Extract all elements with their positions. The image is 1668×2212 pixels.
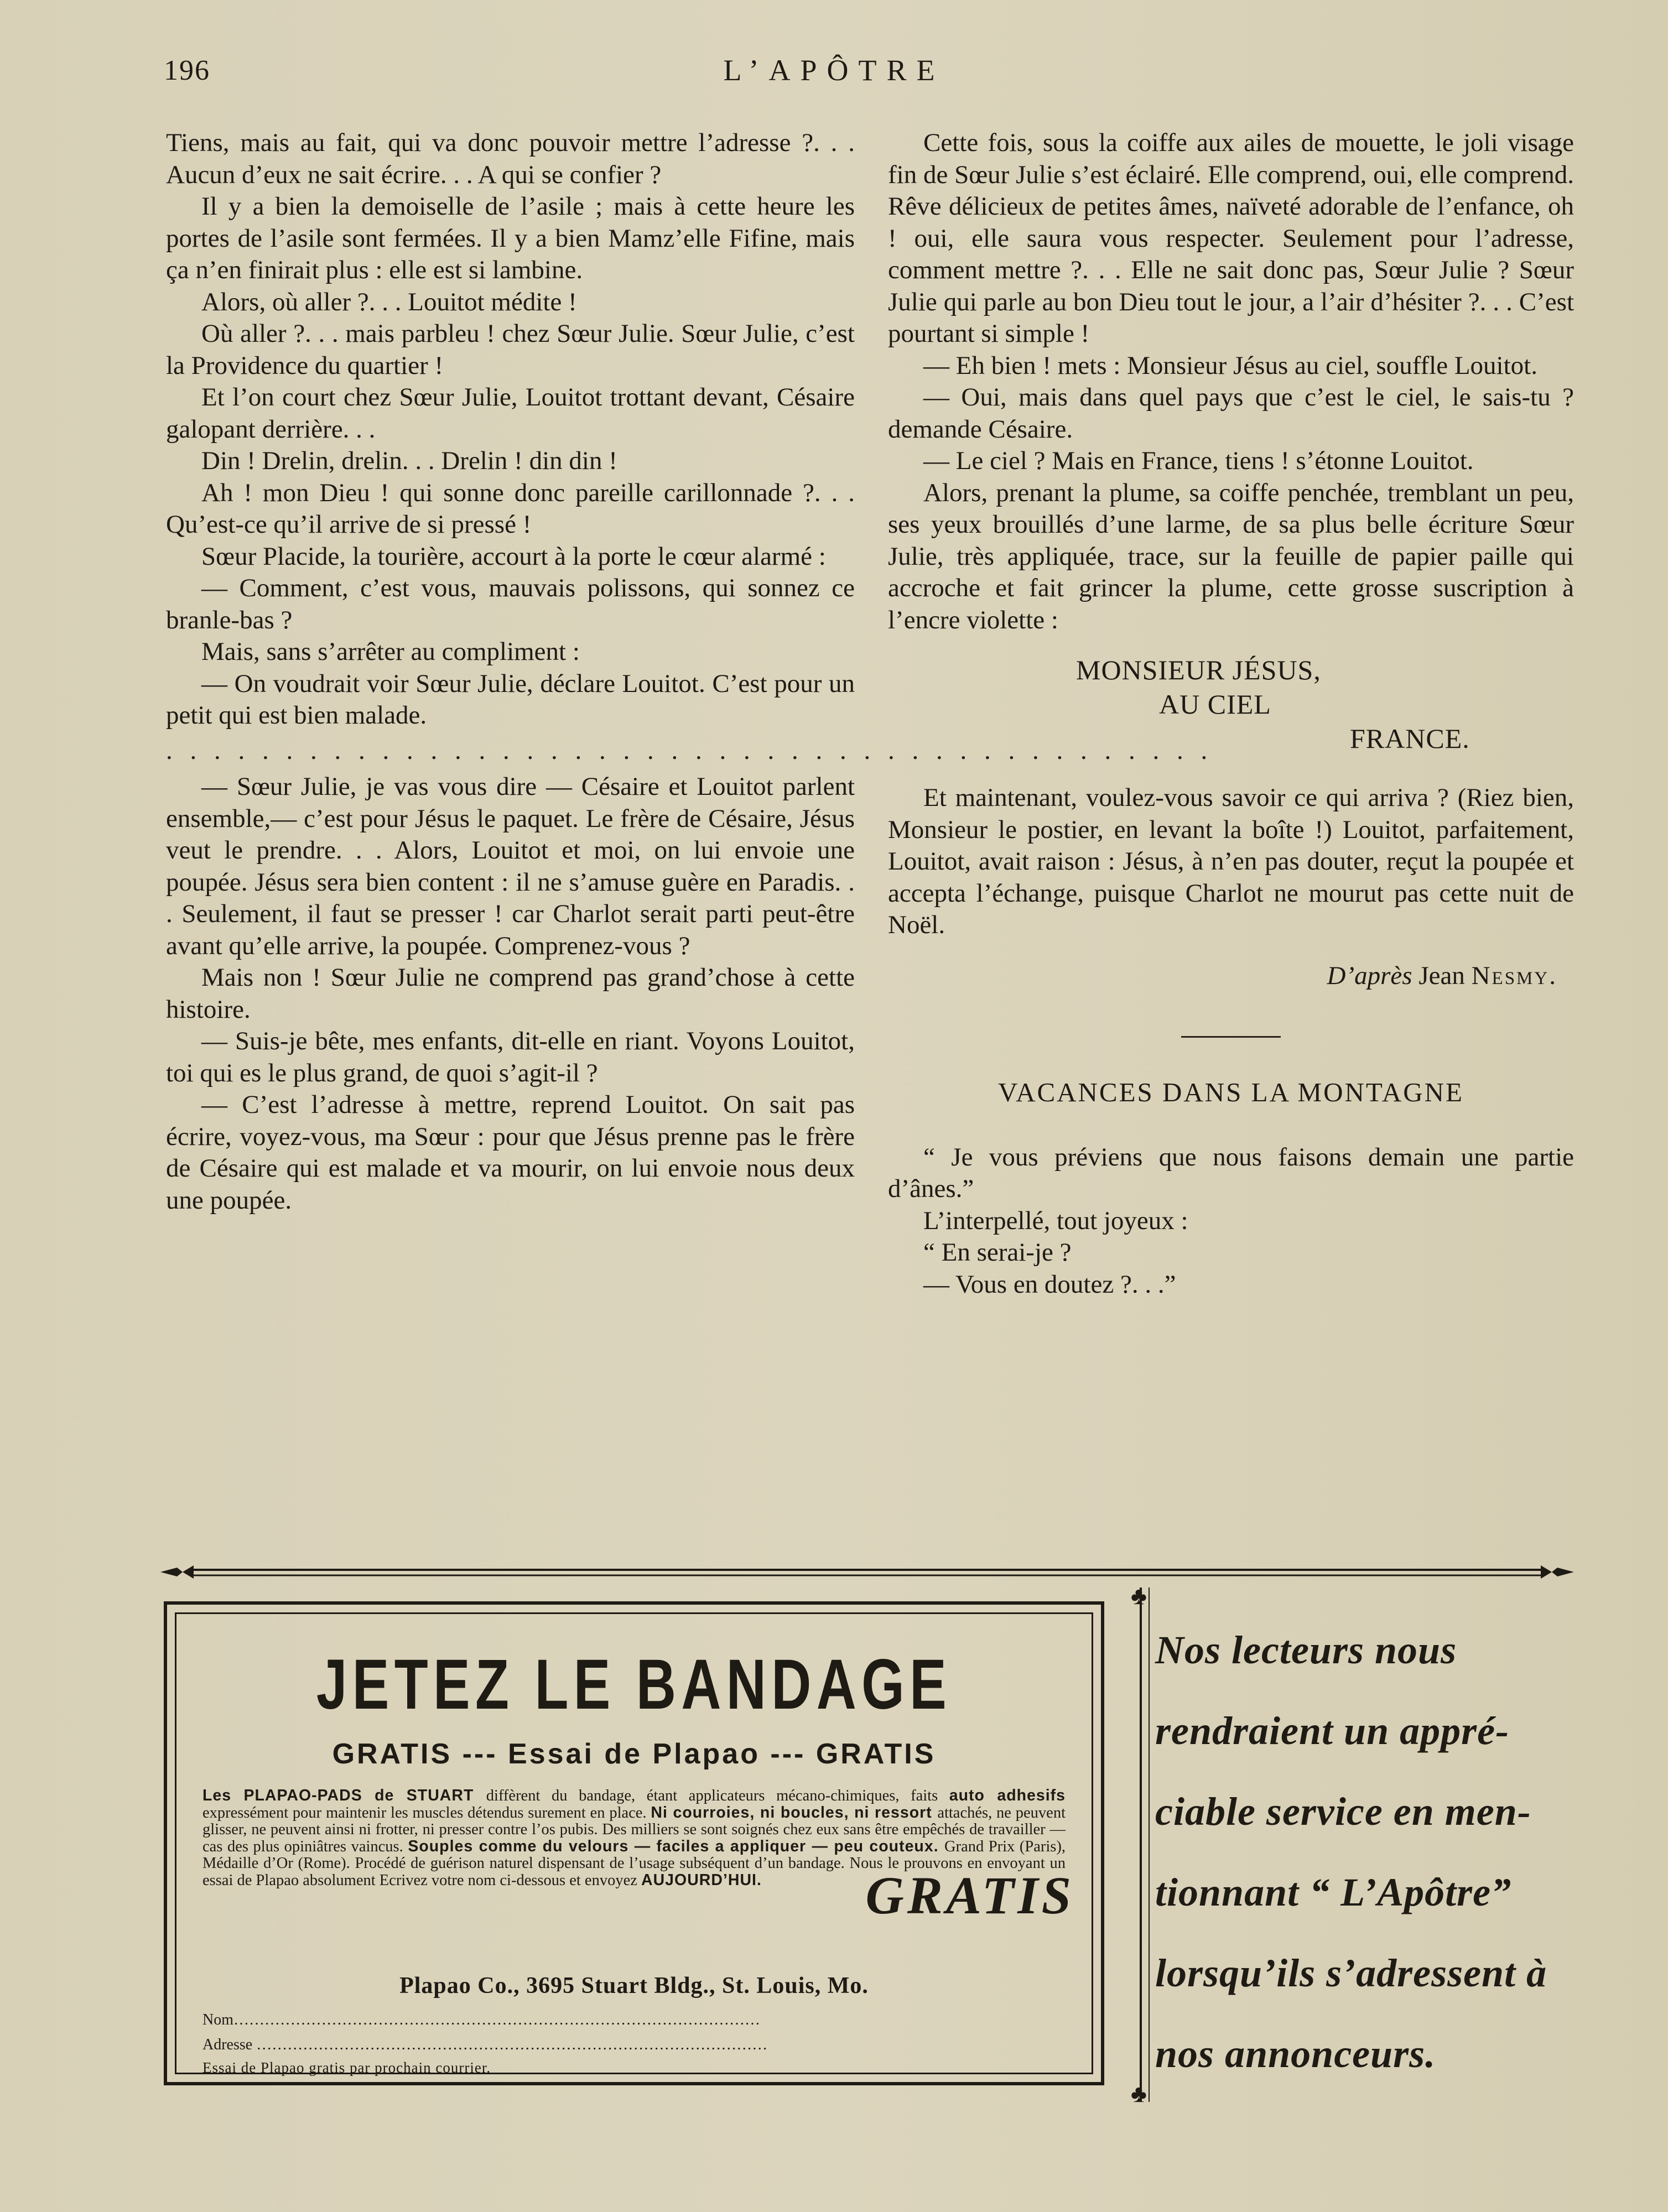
ornament-bottom-icon: ♣ (1131, 2080, 1147, 2107)
paragraph: — Oui, mais dans quel pays que c’est le ciel, le sais-tu ? demande Césaire. (888, 383, 1574, 444)
signature (888, 960, 1557, 992)
ad-body-run: expressément pour maintenir les muscles détendus surement en place. (202, 1804, 651, 1821)
paragraph: Cette fois, sous la coiffe aux ailes de mouette, le joli visage fin de Sœur Julie s’est éclairé. Elle comprend, oui, elle comprend. Rêve délicieux de petites âmes, naïveté adorable de l’enfance, oh ! oui, elle saura vous respecter. Seulement pour l’adresse, comment mettre ?. . . Elle ne sait donc pas, Sœur Julie ? Sœur Julie qui parle au bon Dieu tout le jour, a l’air d’hésiter ?. . . C’est pourtant si simple ! (888, 128, 1574, 348)
paragraph: Alors, prenant la plume, sa coiffe penchée, tremblant un peu, ses yeux brouillés d’une larme, de sa plus belle écriture Sœur Julie, très appliquée, trace, sur la feuille de papier paille qui accroche et fait grincer la plume, cette grosse suscription à l’encre violette : (888, 478, 1574, 634)
running-head-title: L’APÔTRE (723, 54, 945, 87)
left-paragraphs-continued (166, 771, 855, 1216)
notice-line: tionnant “ L’Apôtre” (1155, 1870, 1512, 1914)
ad-body-emphasis: AUJOURD’HUI. (641, 1871, 762, 1889)
ad-name-field: Nom………………………………………………………………………………………… (202, 2011, 760, 2028)
reader-notice (1155, 1610, 1587, 2094)
ornament-top-icon: ♣ (1131, 1583, 1147, 1610)
notice-line: Nos lecteurs nous (1155, 1628, 1457, 1672)
notice-line: ciable service en men- (1155, 1789, 1531, 1834)
ad-subheadline: GRATIS --- Essai de Plapao --- GRATIS (332, 1738, 936, 1770)
paragraph: Din ! Drelin, drelin. . . Drelin ! din din ! (201, 446, 617, 475)
section-title: VACANCES DANS LA MONTAGNE (998, 1077, 1464, 1107)
ad-gratis-callout: GRATIS (865, 1866, 1074, 1925)
ad-company-address: Plapao Co., 3695 Stuart Bldg., St. Louis, Mo. (399, 1973, 869, 1998)
ad-body-run: diffèrent du bandage, étant applicateurs mécano-chimiques, faits (486, 1787, 949, 1804)
paragraph: Mais non ! Sœur Julie ne comprend pas grand’chose à cette histoire. (166, 963, 855, 1024)
section-paragraph: “ En serai-je ? (923, 1238, 1072, 1267)
paragraph: — Le ciel ? Mais en France, tiens ! s’étonne Louitot. (923, 446, 1474, 475)
ad-headline: JETEZ LE BANDAGE (316, 1645, 952, 1724)
paragraph: Tiens, mais au fait, qui va donc pouvoir mettre l’adresse ?. . . Aucun d’eux ne sait écrire. . . A qui se confier ? (166, 128, 855, 189)
notice-line: rendraient un appré- (1155, 1709, 1510, 1753)
ad-address-field: Adresse ……………………………………………………………………………………… (202, 2036, 768, 2053)
address-line-2: AU CIEL (1159, 689, 1271, 720)
paragraph: — Eh bien ! mets : Monsieur Jésus au ciel, souffle Louitot. (923, 351, 1537, 380)
signature-name: Jean (1418, 961, 1465, 990)
paragraph: Et l’on court chez Sœur Julie, Louitot trottant devant, Césaire galopant derrière. . . (166, 383, 855, 444)
ad-body-emphasis: Souples comme du velours — faciles a appliquer — peu couteux. (408, 1838, 944, 1855)
ad-name-label: Nom (202, 2011, 233, 2028)
ad-body-emphasis: auto adhesifs (949, 1787, 1066, 1804)
address-line-1: MONSIEUR JÉSUS, (1076, 654, 1321, 685)
vertical-divider-thin (1149, 1588, 1150, 2102)
ad-body-emphasis: Ni courroies, ni boucles, ni ressort (651, 1804, 938, 1821)
left-paragraphs (166, 127, 855, 732)
section-paragraph: L’interpellé, tout joyeux : (923, 1206, 1188, 1235)
ad-address-label: Adresse (202, 2036, 253, 2053)
letter-address (888, 653, 1574, 756)
advertisement-box (164, 1601, 1104, 2085)
paragraph: — Sœur Julie, je vas vous dire — Césaire et Louitot parlent ensemble,— c’est pour Jésus le paquet. Le frère de Césaire, Jésus veut le prendre. . . Alors, Louitot et moi, on lui envoie une poupée. Jésus sera bien content : il ne s’amuse guère en Paradis. . . Seulement, il faut se presser ! car Charlot serait parti peut-être avant qu’elle arrive, la poupée. Comprenez-vous ? (166, 772, 855, 960)
paragraph: Sœur Placide, la tourière, accourt à la porte le cœur alarmé : (201, 542, 826, 571)
section-paragraphs (888, 1142, 1574, 1301)
paragraph: Où aller ?. . . mais parbleu ! chez Sœur Julie. Sœur Julie, c’est la Providence du quartier ! (166, 319, 855, 380)
vertical-divider (1140, 1588, 1142, 2102)
ad-body-run: Grand Prix (Paris), Médaille d’Or (Rome). Procédé de guérison naturel dispensant de l’usage subséquent d’un bandage. Nous le prouvons en envoyant un essai de Plapao absolument (202, 1838, 1066, 1889)
paragraph: Alors, où aller ?. . . Louitot médite ! (201, 287, 577, 316)
paragraph: Il y a bien la demoiselle de l’asile ; mais à cette heure les portes de l’asile sont fermées. Il y a bien Mamz’elle Fifine, mais ça n’en finirait plus : elle est si lambine. (166, 192, 855, 284)
signature-prefix: D’après (1327, 961, 1412, 990)
ad-footer-note: Essai de Plapao gratis par prochain courrier. (202, 2059, 491, 2076)
right-paragraphs-continued (888, 782, 1574, 941)
section-paragraph: — Vous en doutez ?. . .” (923, 1269, 1176, 1299)
ad-body-run: Ecrivez votre nom ci-dessous et envoyez (379, 1872, 642, 1889)
decorative-rule (160, 1561, 1574, 1583)
notice-line: lorsqu’ils s’adressent à (1155, 1951, 1547, 1995)
right-paragraphs (888, 127, 1574, 636)
right-text-column (888, 127, 1574, 1300)
ellipsis-separator: . . . . . . . . . . . . . . . . . . . . . . . . . . . . . . . . . . . . . . . . . . . . (166, 736, 1213, 765)
paragraph: — C’est l’adresse à mettre, reprend Louitot. On sait pas écrire, voyez-vous, ma Sœur : pour que Jésus prenne pas le frère de Césaire qui est malade et va mourir, on lui envoie nous deux une poupée. (166, 1090, 855, 1215)
page-number: 196 (164, 55, 210, 86)
paragraph: — Suis-je bête, mes enfants, dit-elle en riant. Voyons Louitot, toi qui es le plus grand, de quoi s’agit-il ? (166, 1027, 855, 1087)
paragraph: Ah ! mon Dieu ! qui sonne donc pareille carillonnade ?. . . Qu’est-ce qu’il arrive de si pressé ! (166, 478, 855, 539)
paragraph: Et maintenant, voulez-vous savoir ce qui arriva ? (Riez bien, Monsieur le postier, en levant la boîte !) Louitot, parfaitement, Louitot, avait raison : Jésus, à n’en pas douter, reçut la poupée et accepta l’échange, puisque Charlot ne mourut pas cette nuit de Noël. (888, 783, 1574, 939)
section-divider (1181, 1036, 1281, 1038)
signature-surname: Nesmy. (1471, 961, 1557, 990)
ad-body-run: attachés, ne peuvent glisser, ne peuvent ainsi ni frotter, ni presser contre l’os pubis. Des milliers se sont soignés chez eux sans être empêchés de travailler — cas des plus opiniâtres vaincus. (202, 1804, 1066, 1855)
paragraph: Mais, sans s’arrêter au compliment : (201, 637, 580, 666)
notice-line: nos annonceurs. (1155, 2032, 1436, 2076)
address-line-3: FRANCE. (1350, 723, 1470, 754)
paragraph: — Comment, c’est vous, mauvais polissons, qui sonnez ce branle-bas ? (166, 574, 855, 634)
section-paragraph: “ Je vous préviens que nous faisons demain une partie d’ânes.” (888, 1142, 1574, 1203)
paragraph: — On voudrait voir Sœur Julie, déclare Louitot. C’est pour un petit qui est bien malade. (166, 669, 855, 730)
ad-body-emphasis: Les PLAPAO-PADS de STUART (202, 1787, 486, 1804)
